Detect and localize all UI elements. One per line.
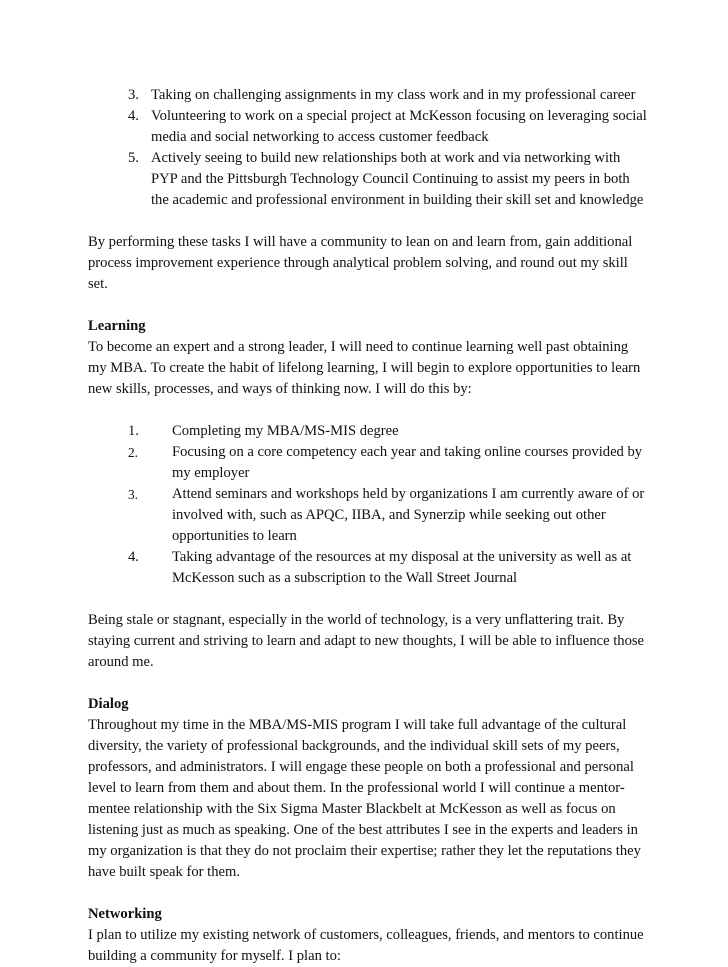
list-item-text: Volunteering to work on a special project at McKesson focusing on leveraging social media and social networking to access customer feedback — [151, 108, 647, 145]
list-item-number: 3. — [128, 87, 139, 103]
learning-closing-paragraph: Being stale or stagnant, especially in the world of technology, is a very unflattering trait. By staying current and striving to learn and adapt to new thoughts, I will be able to influence those around me. — [88, 612, 645, 670]
list-item-text: Actively seeing to build new relationships both at work and via networking with PYP and the Pittsburgh Technology Council Continuing to assist my peers in both the academic and professional environment in building their skill set and knowledge — [151, 150, 644, 208]
list-item-number: 4. — [128, 549, 139, 565]
list-item-number: 3. — [128, 487, 138, 502]
list-item-text: Taking on challenging assignments in my class work and in my professional career — [151, 87, 636, 103]
dialog-paragraph: Throughout my time in the MBA/MS-MIS program I will take full advantage of the cultural diversity, the variety of professional backgrounds, and the individual skill sets of my peers, professors, and administrators. I will engage these people on both a professional and personal level to learn from them and about them. In the professional world I will continue a mentor-mentee relationship with the Six Sigma Master Blackbelt at McKesson as well as focus on listening just as much as speaking. One of the best attributes I see in the experts and leaders in my organization is that they do not proclaim their expertise; rather they let the reputations they have built speak for them. — [88, 717, 641, 880]
list-item-number: 4. — [128, 108, 139, 124]
list-item-text: Completing my MBA/MS-MIS degree — [172, 423, 399, 439]
learning-intro-paragraph: To become an expert and a strong leader, I will need to continue learning well past obtaining my MBA. To create the habit of lifelong learning, I will begin to explore opportunities to learn new skills, processes, and ways of thinking now. I will do this by: — [88, 339, 641, 397]
list-item — [88, 85, 650, 106]
list-item-number: 1. — [128, 423, 139, 439]
list-item-number: 5. — [128, 150, 139, 166]
list-item — [88, 421, 650, 442]
list-item-text: Focusing on a core competency each year and taking online courses provided by my employer — [172, 444, 643, 481]
networking-heading: Networking — [88, 906, 162, 922]
list-item — [88, 148, 650, 211]
learning-heading: Learning — [88, 318, 146, 334]
list-item-text: Taking advantage of the resources at my disposal at the university as well as at McKesson such as a subscription to the Wall Street Journal — [172, 549, 632, 586]
list-item-number: 2. — [128, 445, 138, 460]
list-item — [88, 484, 650, 547]
dialog-heading: Dialog — [88, 696, 129, 712]
document-content — [88, 85, 650, 967]
performing-paragraph: By performing these tasks I will have a community to lean on and learn from, gain additional process improvement experience through analytical problem solving, and round out my skill set. — [88, 234, 633, 292]
list-item — [88, 547, 650, 589]
list-item — [88, 442, 650, 484]
list-item — [88, 106, 650, 148]
networking-paragraph: I plan to utilize my existing network of customers, colleagues, friends, and mentors to continue building a community for myself. I plan to: — [88, 927, 644, 964]
list-item-text: Attend seminars and workshops held by organizations I am currently aware of or involved with, such as APQC, IIBA, and Synerzip while seeking out other opportunities to learn — [172, 486, 645, 544]
learning-list — [88, 421, 650, 589]
goals-list — [88, 85, 650, 211]
